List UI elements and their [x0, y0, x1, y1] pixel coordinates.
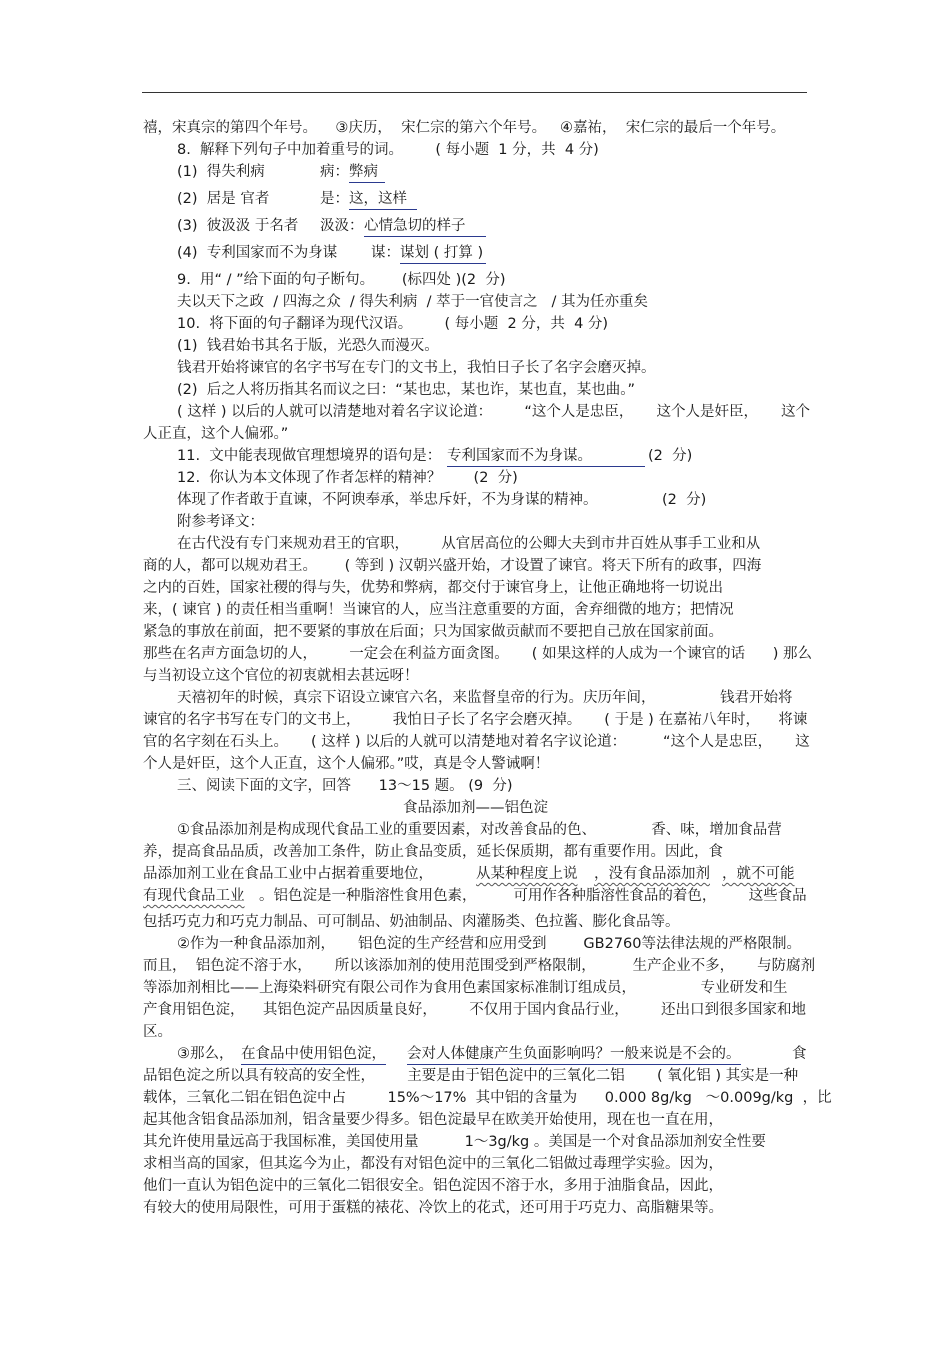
q9-answer: 夫以天下之政 / 四海之众 / 得失利病 / 萃于一官使言之 / 其为任亦重矣: [177, 294, 648, 310]
q8-answer-1: 弊病: [349, 163, 385, 183]
question-11: 11. 文中能表现做官理想境界的语句是：: [177, 448, 442, 464]
q8-answer-2: 这，这样: [349, 190, 417, 210]
q8-answer-3: 心情急切的样子: [364, 217, 486, 237]
translation-line: 来，( 谏官 ) 的责任相当重啊！当谏官的人，应当注意重要的方面，舍弃细微的地方；把情况: [143, 602, 734, 618]
q11-score: (2 分): [648, 448, 693, 464]
article-line: ②作为一种食品添加剂， 铝色淀的生产经营和应用受到 GB2760等法律法规的严格限制。: [177, 936, 801, 952]
question-8: 8. 解释下列句子中加着重号的词。 ( 每小题 1 分，共 4 分): [177, 142, 599, 158]
article-line: 载体，三氧化二铝在铝色淀中占 15%～17% 其中铝的含量为 0.000 8g/kg ～0.009g/kg ，比: [143, 1090, 832, 1106]
article-line: 而且， 铝色淀不溶于水， 所以该添加剂的使用范围受到严格限制， 生产企业不多， 与防腐剂: [143, 958, 816, 974]
translation-line: 谏官的名字书写在专门的文书上， 我怕日子长了名字会磨灭掉。 ( 于是 ) 在嘉祐八年时， 将谏: [143, 712, 808, 728]
translation-line: 之内的百姓，国家社稷的得与失，优势和弊病，都交付于谏官身上，让他正确地将一切说出: [143, 580, 723, 596]
header-rule: [142, 92, 807, 93]
q8-answer-4: 谋划 ( 打算 ): [400, 244, 486, 264]
article-line: 其允许使用量远高于我国标准，美国使用量 1～3g/kg 。美国是一个对食品添加剂安全性要: [143, 1134, 766, 1150]
q8-item-3: (3) 彼汲汲 于名者: [177, 218, 299, 234]
translation-line: 天禧初年的时候，真宗下诏设立谏官六名，来监督皇帝的行为。庆历年间， 钱君开始将: [177, 690, 793, 706]
wavy-underlined-phrase: 有现代食品工业: [143, 888, 245, 904]
q8-item-2-word: 是：: [320, 191, 349, 207]
article-line: 产食用铝色淀， 其铝色淀产品因质量良好， 不仅用于国内食品行业， 还出口到很多国家和地: [143, 1002, 806, 1018]
article-line: 等添加剂相比——上海染料研究有限公司作为食用色素国家标准制订组成员， 专业研发和生: [143, 980, 788, 996]
question-12: 12. 你认为本文体现了作者怎样的精神？ (2 分): [177, 470, 518, 486]
translation-line: 在古代没有专门来规劝君王的官职， 从官居高位的公卿大夫到市井百姓从事手工业和从: [177, 536, 761, 552]
question-9: 9. 用“ / ”给下面的句子断句。 (标四处 )(2 分): [177, 272, 506, 288]
article-line: 品铝色淀之所以具有较高的安全性， 主要是由于铝色淀中的三氧化二铝 ( 氧化铝 ) 其实是一种: [143, 1068, 799, 1084]
q8-item-1: (1) 得失利病: [177, 164, 265, 180]
underlined-phrase: 会对人体健康产生负面影响吗？一般来说是不会的。: [407, 1045, 741, 1065]
text-line: 禧，宋真宗的第四个年号。 ③庆历， 宋仁宗的第六个年号。 ④嘉祐， 宋仁宗的最后一个年号。: [143, 120, 786, 136]
article-line: ③那么，: [177, 1046, 234, 1062]
q8-item-3-word: 汲汲：: [320, 218, 364, 234]
underlined-phrase: 在食品中使用铝色淀，: [241, 1045, 386, 1065]
article-line: 起其他含铝食品添加剂，铝含量要少得多。铝色淀最早在欧美开始使用，现在也一直在用，: [143, 1112, 723, 1128]
wavy-underlined-phrase: 从某种程度上说: [476, 866, 578, 882]
article-line: 包括巧克力和巧克力制品、可可制品、奶油制品、肉灌肠类、色拉酱、膨化食品等。: [143, 914, 680, 930]
reference-translation-title: 附参考译文：: [177, 514, 264, 530]
q12-answer: 体现了作者敢于直谏，不阿谀奉承，举忠斥奸，不为身谋的精神。 (2 分): [177, 492, 707, 508]
wavy-underlined-phrase: ，就不可能: [722, 866, 795, 882]
article-line: ①食品添加剂是构成现代食品工业的重要因素，对改善食品的色、 香、味，增加食品营: [177, 822, 782, 838]
article-line: 品添加剂工业在食品工业中占据着重要地位，: [143, 866, 433, 882]
article-title: 食品添加剂——铝色淀: [403, 800, 548, 816]
wavy-underlined-phrase: ，没有食品添加剂: [594, 866, 710, 882]
q10-answer-2: ( 这样 ) 以后的人就可以清楚地对着名字议论道： “这个人是忠臣， 这个人是奸臣， 这个: [177, 404, 811, 420]
q10-item-2: (2) 后之人将历指其名而议之曰：“某也忠，某也诈，某也直，某也曲。”: [177, 382, 636, 398]
article-line: 他们一直认为铝色淀中的三氧化二铝很安全。铝色淀因不溶于水，多用于油脂食品，因此，: [143, 1178, 723, 1194]
translation-line: 个人是奸臣，这个人正直，这个人偏邪。”哎，真是令人警诫啊！: [143, 756, 550, 772]
article-line: 食: [792, 1046, 807, 1062]
text-line: 人正直，这个人偏邪。”: [143, 426, 289, 442]
q10-item-1: (1) 钱君始书其名于版，光恐久而漫灭。: [177, 338, 439, 354]
translation-line: 官的名字刻在石头上。 ( 这样 ) 以后的人就可以清楚地对着名字议论道： “这个人是忠臣， 这: [143, 734, 810, 750]
article-line: 区。: [143, 1024, 172, 1040]
translation-line: 商的人，都可以规劝君王。 ( 等到 ) 汉朝兴盛开始，才设置了谏官。将天下所有的政事，四海: [143, 558, 762, 574]
question-10: 10. 将下面的句子翻译为现代汉语。 ( 每小题 2 分，共 4 分): [177, 316, 609, 332]
q8-item-1-word: 病：: [320, 164, 349, 180]
q8-item-4: (4) 专利国家而不为身谋: [177, 245, 338, 261]
q10-answer-1: 钱君开始将谏官的名字书写在专门的文书上，我怕日子长了名字会磨灭掉。: [177, 360, 656, 376]
article-line: 。铝色淀是一种脂溶性食用色素， 可用作各种脂溶性食品的着色， 这些食品: [259, 888, 807, 904]
translation-line: 那些在名声方面急切的人， 一定会在利益方面贪图。 ( 如果这样的人成为一个谏官的话 ) 那么: [143, 646, 812, 662]
q8-item-2: (2) 居是 官者: [177, 191, 270, 207]
translation-line: 与当初设立这个官位的初衷就相去甚远呀！: [143, 668, 419, 684]
article-line: 求相当高的国家，但其迄今为止，都没有对铝色淀中的三氧化二铝做过毒理学实验。因为，: [143, 1156, 723, 1172]
q8-item-4-word: 谋：: [371, 245, 400, 261]
translation-line: 紧急的事放在前面，把不要紧的事放在后面；只为国家做贡献而不要把自己放在国家前面。: [143, 624, 723, 640]
article-line: 养，提高食品品质，改善加工条件，防止食品变质，延长保质期，都有重要作用。因此，食: [143, 844, 723, 860]
section-3-heading: 三、阅读下面的文字，回答 13～15 题。 (9 分): [177, 778, 513, 794]
q11-answer: 专利国家而不为身谋。: [447, 447, 645, 467]
article-line: 有较大的使用局限性，可用于蛋糕的裱花、冷饮上的花式，还可用于巧克力、高脂糖果等。: [143, 1200, 723, 1216]
